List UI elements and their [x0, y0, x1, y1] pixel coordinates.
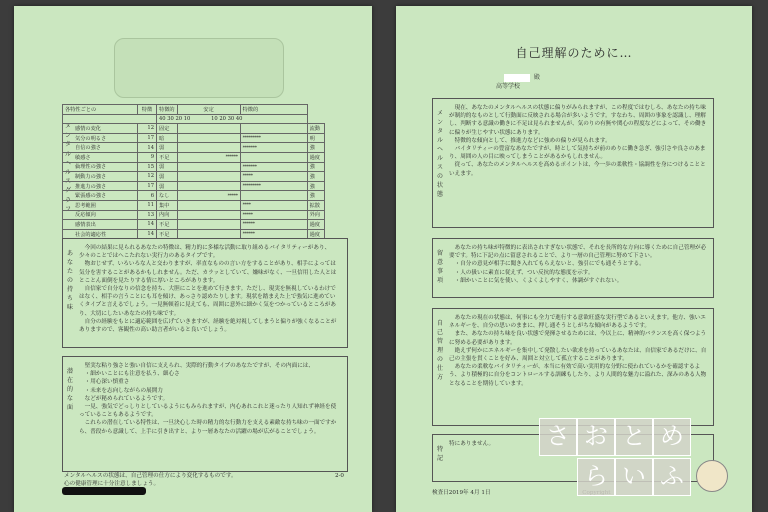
trait-name: 制動力の強さ — [63, 172, 138, 182]
watermark-char: め — [653, 418, 691, 456]
header-trait: 各特性ごとの — [63, 105, 138, 115]
paragraph: 今回の結果に見られるあなたの特徴は、精力的に多様な活動に取り組めるバイタリティーがあり、少々のことではへこたれない実行力のあるタイプです。 — [79, 245, 331, 260]
trait-note: 外向 — [307, 210, 324, 220]
paragraph: 自信家で自分なりの信念を持ち、大胆にことを進めて行きます。ただし、現実を無視しているわけではなく、相手の言うことにも耳を傾け、あっさり認めたりします。現状を踏まえた上で強気に進めていくタイプと言えるでしょう。一見無頓着に見えても、周囲に意外に細かく気をつかっているところがあり、大切にしたいあなたの持ち味です。 — [79, 286, 336, 317]
trait-left-stars — [177, 172, 240, 182]
trait-flag: 弱 — [157, 181, 178, 191]
trait-table — [62, 104, 325, 239]
trait-flag: 弱 — [157, 143, 178, 153]
trait-flag: 不足 — [157, 229, 178, 239]
trait-note: 明 — [307, 133, 324, 143]
trait-row — [63, 162, 325, 172]
trait-score: 14 — [138, 143, 157, 153]
mental-state-label: メンタルヘルスの状態 — [436, 110, 443, 198]
redaction-bar — [62, 487, 146, 495]
trait-left-stars — [177, 124, 240, 134]
trait-score: 14 — [138, 229, 157, 239]
paragraph: などが秘められているようです。 — [84, 395, 169, 402]
paragraph: 自分の経験をもとに適応範囲を広げていきますが、経験を絶対視してしまうと偏りが強くなることがありますので、客観性の高い助言者がいると良いでしょう。 — [79, 318, 337, 334]
paragraph: ・細かいことに気を使い、くよくよしやすく、体調がすぐれない。 — [454, 277, 623, 284]
notes-box — [432, 238, 714, 298]
strengths-box — [62, 238, 348, 348]
trait-score: 15 — [138, 162, 157, 172]
paragraph: 現在、あなたのメンタルヘルスの状態に偏りがみられますが、この程度ではむしろ、あなたの持ち味が制約的なものとして行動面に反映される場合が多いようです。すなわち、周囲の事象を認識し、理解し、判断する意識の働きに不足は見られませんが、気のりの有無や関心の程度などによって、その働きに偏りが生じやすい状態にあります。 — [449, 105, 707, 136]
side-char: メ — [64, 123, 71, 130]
trait-flag: 内向 — [157, 210, 178, 220]
header-right: 特徴的 — [240, 105, 307, 115]
mental-state-box — [432, 98, 714, 228]
trait-flag: 不足 — [157, 220, 178, 230]
trait-right-stars: ****** — [240, 220, 307, 230]
side-char: ン — [64, 132, 71, 140]
side-char: ル — [64, 169, 71, 177]
header-left: 特徴的 — [157, 105, 178, 115]
exam-date: 検査日2019年 4月 1日 — [432, 490, 491, 496]
paragraph: ・人の扱いに素直に従えず、つい反抗的な態度を示す。 — [454, 269, 594, 276]
trait-right-stars: ***** — [240, 172, 307, 182]
trait-score: 9 — [138, 152, 157, 162]
header-stable: 安定 — [177, 105, 240, 115]
trait-right-stars: ********* — [240, 181, 307, 191]
side-char: グ — [64, 187, 71, 195]
watermark-char: と — [615, 418, 653, 456]
watermark-char: ふ — [653, 458, 691, 496]
trait-row — [63, 152, 325, 162]
side-char: ヘ — [64, 159, 71, 167]
scale-row: 40 30 20 10 10 20 30 40 — [157, 114, 308, 124]
trait-right-stars: ***** — [240, 210, 307, 220]
trait-name: 感情表出 — [63, 220, 138, 230]
side-char: タ — [64, 141, 71, 149]
trait-left-stars — [177, 181, 240, 191]
notes-label: 留意事項 — [436, 250, 443, 284]
footer-code: 2-0 — [334, 473, 344, 479]
remarks-label: 特記 — [436, 446, 443, 462]
trait-score: 17 — [138, 133, 157, 143]
paragraph: バイタリティーの豊富なあなたですが、時として気持ちが前のめりに働き急ぎ、強引さや良さのあまり、周囲の人の目に映ってしまうことがあるかもしれません。 — [449, 146, 706, 161]
paragraph: 一見、強気でどっしりとしているようにもみられますが、内心あれこれと迷ったり人知れず神経を使っていることもあるようです。 — [79, 404, 337, 419]
trait-right-stars — [240, 191, 307, 201]
paragraph: 堅実な粘り強さと強い自信に支えられ、実際的行動タイプのあなたですが、その内面には、 — [84, 363, 314, 369]
trait-score: 12 — [138, 172, 157, 182]
trait-left-stars: ***** — [177, 191, 240, 201]
trait-score: 11 — [138, 200, 157, 210]
trait-note: 過度 — [307, 229, 324, 239]
trait-flag: 暗 — [157, 133, 178, 143]
trait-row — [63, 124, 325, 134]
trait-row — [63, 133, 325, 143]
trait-right-stars: ******* — [240, 143, 307, 153]
paragraph: あなたの柔軟なバイタリティーが、本当に有効で高い実用的な分野に使われているかを確認するよう、より積極的に自分をコントロールする訓練もしたり、より人間的な魅力に溢れた、深みのある人物となることを期待しています。 — [449, 364, 707, 387]
strengths-text — [79, 244, 341, 334]
trait-row — [63, 143, 325, 153]
paragraph: 物おじせず、いろいろな人と交わりますが、率直なものの言い方をすることがあり、相手によっては気分を害することがあるかもしれません。ただ、カラッとしていて、嫌味がなく、一旦信用した人とはとことん面倒を見たりする情に厚いところがあります。 — [79, 261, 337, 284]
trait-flag: 弱 — [157, 172, 178, 182]
watermark-char: ら — [577, 458, 615, 496]
trait-name: 倫理性の強さ — [63, 162, 138, 172]
paragraph: また、あなたの持ち味を良い状態で発揮させるためには、今以上に、精神的バランスを高く保つように努める必要があります。 — [449, 331, 707, 346]
envelope-window — [114, 38, 284, 98]
trait-score: 6 — [138, 191, 157, 201]
header-feature: 特徴 — [138, 105, 157, 115]
self-management-box — [432, 308, 714, 426]
paragraph: ・自分の意見が相手に聞き入れてもらえないと、強引にでも通そうとする。 — [454, 261, 645, 268]
paragraph: 従って、あなたのメンタルヘルスを高めるポイントは、今一歩の柔軟性・協調性を身につけることといえます。 — [449, 162, 706, 177]
strengths-label: あなたの持ち味 — [66, 250, 73, 311]
trait-row — [63, 200, 325, 210]
remarks-text: 特にありません。 — [449, 441, 495, 447]
trait-note: 強 — [307, 162, 324, 172]
trait-name: 社会的適応性 — [63, 229, 138, 239]
trait-name: 自信の強さ — [63, 143, 138, 153]
notes-text — [449, 244, 707, 285]
trait-right-stars: ******* — [240, 162, 307, 172]
side-char: ラ — [64, 196, 71, 204]
recipient-name: 殿 — [504, 72, 540, 82]
trait-note: 強 — [307, 143, 324, 153]
trait-name: 敏感さ — [63, 152, 138, 162]
page-title: 自己理解のために… — [515, 46, 633, 60]
trait-note: 過度 — [307, 220, 324, 230]
trait-row — [63, 210, 325, 220]
watermark-char: さ — [539, 418, 577, 456]
trait-left-stars — [177, 210, 240, 220]
trait-left-stars: ****** — [177, 152, 240, 162]
trait-right-stars: ********* — [240, 133, 307, 143]
trait-flag: 弱 — [157, 162, 178, 172]
trait-left-stars — [177, 200, 240, 210]
paragraph: ・未来を志向しながらの展開力 — [84, 387, 163, 394]
trait-left-stars — [177, 143, 240, 153]
latent-text — [79, 362, 341, 436]
trait-flag: 集中 — [157, 200, 178, 210]
trait-row — [63, 172, 325, 182]
footer-note-text-2: 心の健康管理に十分注意しましょう。 — [64, 481, 160, 487]
trait-flag: なし — [157, 191, 178, 201]
right-page — [396, 6, 752, 512]
trait-note: 拡散 — [307, 200, 324, 210]
trait-row — [63, 220, 325, 230]
side-char: ス — [64, 178, 71, 186]
latent-box — [62, 356, 348, 472]
trait-name: 感情の変化 — [63, 124, 138, 134]
trait-left-stars — [177, 220, 240, 230]
mental-state-text — [449, 104, 707, 178]
paragraph: 絶えず何かにエネルギーを集中して発散したい欲求を持っているあなたは、自信家であるだけに、自己の主張を貫くことを好み、周囲と対立して孤立することがあります。 — [449, 347, 707, 363]
trait-flag: 固定 — [157, 124, 178, 134]
trait-left-stars — [177, 133, 240, 143]
watermark-char: お — [577, 418, 615, 456]
trait-right-stars: **** — [240, 200, 307, 210]
trait-right-stars — [240, 124, 307, 134]
watermark-char: い — [615, 458, 653, 496]
trait-score: 12 — [138, 124, 157, 134]
trait-name: 思考範囲 — [63, 200, 138, 210]
trait-right-stars: ****** — [240, 229, 307, 239]
trait-note: 強 — [307, 191, 324, 201]
side-char: フ — [64, 205, 71, 213]
paragraph: ・細かいことにも注意を払う、細心さ — [84, 371, 180, 378]
mascot-icon — [696, 460, 728, 492]
paragraph: ・用心深い慎重さ — [84, 379, 130, 386]
trait-note: 流動 — [307, 124, 324, 134]
paragraph: あなたの現在の状態は、何事にも全力で進行する意欲旺盛な実行型であるといえます。他方、強いエネルギーを、自分の思いのままに、押し通そうとしがちな傾向があるようです。 — [449, 315, 706, 330]
trait-note: 強 — [307, 172, 324, 182]
trait-row — [63, 181, 325, 191]
trait-note: 過度 — [307, 152, 324, 162]
trait-note: 強 — [307, 181, 324, 191]
left-page — [14, 6, 372, 512]
paragraph: これらの潜在している特性は、一旦決心した時の精力的な行動力を支える素敵な持ち味の一面ですから、普段から意識して、上手に引き出すと、より一層あなたの活躍の場が広がることでしょう。 — [79, 420, 337, 435]
self-management-label: 自己管理の仕方 — [436, 320, 443, 381]
trait-name: 推進力の強さ — [63, 181, 138, 191]
trait-right-stars — [240, 152, 307, 162]
paragraph: 特徴的な傾向として、推進力などに強めの偏りが見られます。 — [454, 137, 611, 144]
footer-note — [64, 472, 344, 488]
footer-note-text: メンタルヘルスの状態は、自己管理の仕方により変化するものです。 — [64, 473, 237, 479]
school-name: 高等学校 — [496, 83, 521, 90]
trait-row — [63, 191, 325, 201]
paragraph: あなたの持ち味が特徴的に表出されすぎない状態で、それを長所的な方向に導くために自己管理が必要です。特に下記の点に留意されることで、より一層の自己管理に努めて下さい。 — [449, 245, 707, 260]
trait-left-stars — [177, 162, 240, 172]
side-char: ル — [64, 150, 71, 158]
trait-score: 13 — [138, 210, 157, 220]
trait-name: 気分の明るさ — [63, 133, 138, 143]
self-management-text — [449, 314, 707, 388]
trait-name: 反応傾向 — [63, 210, 138, 220]
trait-name: 緊張感の強さ — [63, 191, 138, 201]
latent-label: 潜在的な面 — [66, 368, 73, 411]
trait-score: 17 — [138, 181, 157, 191]
trait-flag: 不足 — [157, 152, 178, 162]
trait-score: 14 — [138, 220, 157, 230]
